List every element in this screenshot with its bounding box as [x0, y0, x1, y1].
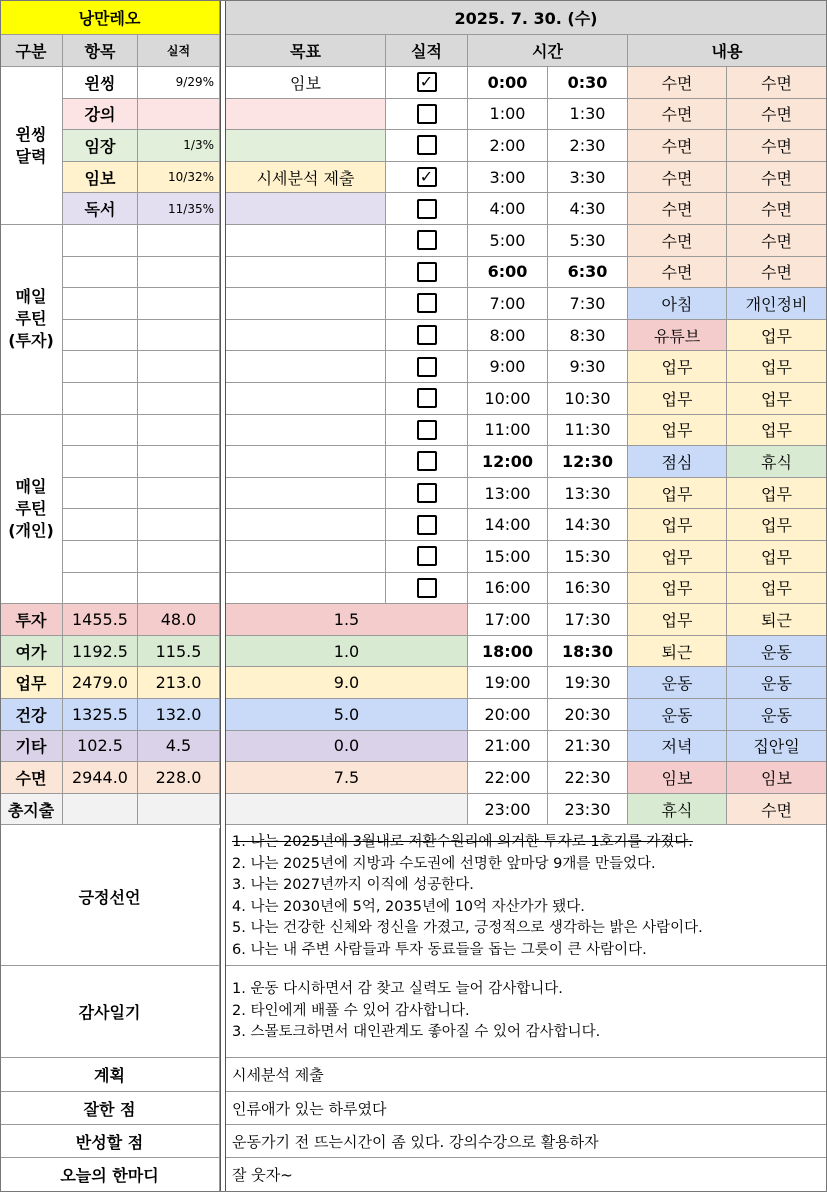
goal-cell — [226, 351, 386, 383]
checkbox-cell[interactable] — [386, 415, 468, 447]
activity-second-half: 집안일 — [727, 731, 827, 763]
summary-total: 102.5 — [63, 731, 138, 763]
gratitude-label: 감사일기 — [0, 966, 220, 1058]
activity-second-half: 개인정비 — [727, 288, 827, 320]
time-start: 6:00 — [468, 257, 548, 289]
activity-first-half: 수면 — [628, 162, 727, 194]
activity-first-half: 수면 — [628, 193, 727, 225]
activity-second-half: 업무 — [727, 415, 827, 447]
activity-first-half: 업무 — [628, 604, 727, 636]
result-cell — [138, 257, 220, 289]
goal-cell — [226, 446, 386, 478]
checkbox[interactable] — [417, 357, 437, 377]
activity-second-half: 수면 — [727, 193, 827, 225]
item-cell — [63, 478, 138, 510]
activity-first-half: 퇴근 — [628, 636, 727, 668]
checkbox[interactable] — [417, 104, 437, 124]
time-start: 7:00 — [468, 288, 548, 320]
gratitude-line: 3. 스몰토크하면서 대인관계도 좋아질 수 있어 감사합니다. — [232, 1024, 601, 1041]
goal-cell: 시세분석 제출 — [226, 162, 386, 194]
activity-first-half: 점심 — [628, 446, 727, 478]
summary-total — [63, 794, 138, 826]
time-start: 19:00 — [468, 667, 548, 699]
result-cell — [138, 541, 220, 573]
col-goal-header: 목표 — [226, 35, 386, 67]
activity-second-half: 임보 — [727, 762, 827, 794]
goal-cell — [226, 509, 386, 541]
time-end: 16:30 — [548, 573, 628, 605]
checkbox-cell[interactable] — [386, 509, 468, 541]
time-start: 21:00 — [468, 731, 548, 763]
affirmation-line: 2. 나는 2025년에 지방과 수도권에 선명한 앞마당 9개를 만들었다. — [232, 855, 656, 872]
checkbox-cell[interactable] — [386, 67, 468, 99]
goal-cell — [226, 573, 386, 605]
goal-cell — [226, 99, 386, 131]
time-start: 23:00 — [468, 794, 548, 826]
result-cell — [138, 509, 220, 541]
time-start: 18:00 — [468, 636, 548, 668]
time-end: 3:30 — [548, 162, 628, 194]
checkbox[interactable] — [417, 230, 437, 250]
col-done-header: 실적 — [386, 35, 468, 67]
activity-second-half: 업무 — [727, 351, 827, 383]
checkbox[interactable] — [417, 578, 437, 598]
result-cell — [138, 446, 220, 478]
summary-result: 213.0 — [138, 667, 220, 699]
time-end: 19:30 — [548, 667, 628, 699]
activity-second-half: 수면 — [727, 794, 827, 826]
checkbox-checked[interactable]: ✓ — [417, 167, 437, 187]
footer-value: 시세분석 제출 — [226, 1058, 827, 1092]
result-cell — [138, 573, 220, 605]
activity-first-half: 수면 — [628, 225, 727, 257]
time-end: 7:30 — [548, 288, 628, 320]
item-cell: 임보 — [63, 162, 138, 194]
time-end: 10:30 — [548, 383, 628, 415]
summary-result: 115.5 — [138, 636, 220, 668]
time-end: 14:30 — [548, 509, 628, 541]
time-end: 4:30 — [548, 193, 628, 225]
checkbox-cell[interactable] — [386, 288, 468, 320]
checkbox[interactable] — [417, 199, 437, 219]
result-cell — [138, 288, 220, 320]
time-start: 15:00 — [468, 541, 548, 573]
summary-label: 업무 — [0, 667, 63, 699]
affirmation-line: 3. 나는 2027년까지 이직에 성공한다. — [232, 877, 474, 893]
result-cell: 1/3% — [138, 130, 220, 162]
activity-second-half: 수면 — [727, 257, 827, 289]
checkbox[interactable] — [417, 546, 437, 566]
item-cell — [63, 257, 138, 289]
activity-second-half: 수면 — [727, 99, 827, 131]
activity-second-half: 업무 — [727, 383, 827, 415]
section-routine-invest: 매일 루틴 (투자) — [0, 225, 63, 415]
activity-first-half: 수면 — [628, 67, 727, 99]
time-end: 0:30 — [548, 67, 628, 99]
affirmation-line: 5. 나는 건강한 신체와 정신을 가졌고, 긍정적으로 생각하는 밝은 사람이다. — [232, 920, 703, 936]
summary-result: 228.0 — [138, 762, 220, 794]
time-start: 3:00 — [468, 162, 548, 194]
summary-label: 투자 — [0, 604, 63, 636]
result-cell: 10/32% — [138, 162, 220, 194]
item-cell — [63, 225, 138, 257]
checkbox-cell[interactable] — [386, 162, 468, 194]
summary-goal — [226, 794, 468, 826]
activity-second-half: 수면 — [727, 225, 827, 257]
col-result-header: 실적 — [138, 35, 220, 67]
time-start: 10:00 — [468, 383, 548, 415]
checkbox-cell[interactable] — [386, 541, 468, 573]
summary-label: 건강 — [0, 699, 63, 731]
goal-cell: 임보 — [226, 67, 386, 99]
summary-label: 기타 — [0, 731, 63, 763]
activity-first-half: 운동 — [628, 667, 727, 699]
result-cell — [138, 351, 220, 383]
time-start: 2:00 — [468, 130, 548, 162]
item-cell — [63, 446, 138, 478]
col-time-header: 시간 — [468, 35, 628, 67]
affirmation-line: 6. 나는 내 주변 사람들과 투자 동료들을 돕는 그릇이 큰 사람이다. — [232, 941, 647, 958]
activity-second-half: 퇴근 — [727, 604, 827, 636]
time-end: 15:30 — [548, 541, 628, 573]
time-end: 11:30 — [548, 415, 628, 447]
activity-first-half: 업무 — [628, 478, 727, 510]
result-cell — [138, 225, 220, 257]
checkbox-cell[interactable] — [386, 225, 468, 257]
section-winning-calendar: 윈씽 달력 — [0, 67, 63, 225]
time-end: 18:30 — [548, 636, 628, 668]
summary-label: 여가 — [0, 636, 63, 668]
activity-first-half: 수면 — [628, 130, 727, 162]
time-start: 14:00 — [468, 509, 548, 541]
summary-total: 2479.0 — [63, 667, 138, 699]
checkbox-cell[interactable] — [386, 257, 468, 289]
time-end: 20:30 — [548, 699, 628, 731]
gratitude-list — [226, 966, 827, 1058]
activity-second-half: 운동 — [727, 636, 827, 668]
result-cell — [138, 320, 220, 352]
item-cell: 강의 — [63, 99, 138, 131]
activity-second-half: 수면 — [727, 130, 827, 162]
time-end: 23:30 — [548, 794, 628, 826]
activity-second-half: 업무 — [727, 478, 827, 510]
col-content-header: 내용 — [628, 35, 827, 67]
time-start: 13:00 — [468, 478, 548, 510]
time-end: 2:30 — [548, 130, 628, 162]
section-routine-personal: 매일 루틴 (개인) — [0, 415, 63, 605]
checkbox-cell[interactable] — [386, 320, 468, 352]
time-end: 22:30 — [548, 762, 628, 794]
activity-first-half: 유튜브 — [628, 320, 727, 352]
footer-value: 잘 웃자~ — [226, 1158, 827, 1192]
time-start: 4:00 — [468, 193, 548, 225]
time-start: 12:00 — [468, 446, 548, 478]
result-cell — [138, 99, 220, 131]
checkbox[interactable] — [417, 135, 437, 155]
col-item-header: 항목 — [63, 35, 138, 67]
activity-first-half: 휴식 — [628, 794, 727, 826]
checkbox[interactable] — [417, 451, 437, 471]
gratitude-line: 1. 운동 다시하면서 감 찾고 실력도 늘어 감사합니다. — [232, 981, 563, 998]
footer-label: 잘한 점 — [0, 1092, 220, 1125]
item-cell — [63, 415, 138, 447]
checkbox[interactable] — [417, 262, 437, 282]
checkbox-cell[interactable] — [386, 383, 468, 415]
goal-cell — [226, 415, 386, 447]
footer-value: 인류애가 있는 하루였다 — [226, 1092, 827, 1125]
time-start: 17:00 — [468, 604, 548, 636]
time-end: 5:30 — [548, 225, 628, 257]
time-start: 1:00 — [468, 99, 548, 131]
checkbox[interactable] — [417, 293, 437, 313]
item-cell — [63, 509, 138, 541]
nickname-title: 낭만레오 — [0, 0, 220, 35]
item-cell — [63, 320, 138, 352]
item-cell — [63, 383, 138, 415]
goal-cell — [226, 541, 386, 573]
time-end: 17:30 — [548, 604, 628, 636]
activity-first-half: 업무 — [628, 509, 727, 541]
time-end: 13:30 — [548, 478, 628, 510]
item-cell: 독서 — [63, 193, 138, 225]
time-start: 16:00 — [468, 573, 548, 605]
summary-goal: 9.0 — [226, 667, 468, 699]
time-start: 22:00 — [468, 762, 548, 794]
time-start: 20:00 — [468, 699, 548, 731]
affirmations-label: 긍정선언 — [0, 828, 220, 966]
activity-first-half: 수면 — [628, 99, 727, 131]
summary-goal: 1.5 — [226, 604, 468, 636]
goal-cell — [226, 478, 386, 510]
summary-label: 수면 — [0, 762, 63, 794]
item-cell — [63, 288, 138, 320]
result-cell: 11/35% — [138, 193, 220, 225]
goal-cell — [226, 225, 386, 257]
footer-label: 오늘의 한마디 — [0, 1158, 220, 1192]
gratitude-line: 2. 타인에게 배풀 수 있어 감사합니다. — [232, 1002, 470, 1019]
summary-result: 48.0 — [138, 604, 220, 636]
result-cell — [138, 415, 220, 447]
checkbox-cell[interactable] — [386, 573, 468, 605]
time-end: 21:30 — [548, 731, 628, 763]
activity-second-half: 업무 — [727, 509, 827, 541]
item-cell — [63, 541, 138, 573]
time-start: 8:00 — [468, 320, 548, 352]
checkbox-cell[interactable] — [386, 193, 468, 225]
checkbox-cell[interactable] — [386, 446, 468, 478]
activity-second-half: 휴식 — [727, 446, 827, 478]
summary-result: 4.5 — [138, 731, 220, 763]
summary-total: 1325.5 — [63, 699, 138, 731]
summary-goal: 5.0 — [226, 699, 468, 731]
activity-second-half: 운동 — [727, 699, 827, 731]
goal-cell — [226, 320, 386, 352]
summary-total: 2944.0 — [63, 762, 138, 794]
activity-first-half: 임보 — [628, 762, 727, 794]
summary-total: 1192.5 — [63, 636, 138, 668]
activity-first-half: 저녁 — [628, 731, 727, 763]
summary-total: 1455.5 — [63, 604, 138, 636]
activity-second-half: 수면 — [727, 162, 827, 194]
summary-goal: 0.0 — [226, 731, 468, 763]
time-end: 6:30 — [548, 257, 628, 289]
summary-label: 총지출 — [0, 794, 63, 826]
activity-second-half: 수면 — [727, 67, 827, 99]
result-cell — [138, 383, 220, 415]
summary-goal: 1.0 — [226, 636, 468, 668]
time-start: 11:00 — [468, 415, 548, 447]
column-divider — [220, 0, 226, 1192]
checkbox[interactable] — [417, 420, 437, 440]
checkbox-cell[interactable] — [386, 478, 468, 510]
goal-cell — [226, 193, 386, 225]
time-start: 0:00 — [468, 67, 548, 99]
item-cell — [63, 351, 138, 383]
goal-cell — [226, 288, 386, 320]
result-cell — [138, 478, 220, 510]
goal-cell — [226, 257, 386, 289]
checkbox[interactable] — [417, 515, 437, 535]
activity-first-half: 업무 — [628, 573, 727, 605]
goal-cell — [226, 383, 386, 415]
time-end: 8:30 — [548, 320, 628, 352]
checkbox-cell[interactable] — [386, 130, 468, 162]
activity-first-half: 업무 — [628, 383, 727, 415]
summary-goal: 7.5 — [226, 762, 468, 794]
activity-second-half: 업무 — [727, 573, 827, 605]
affirmations-list — [226, 828, 827, 966]
time-end: 9:30 — [548, 351, 628, 383]
footer-label: 반성할 점 — [0, 1125, 220, 1158]
footer-label: 계획 — [0, 1058, 220, 1092]
affirmation-line: 1. 나는 2025년에 3월내로 저환수원리에 의거한 투자로 1호기를 가졌다. — [232, 834, 693, 850]
activity-first-half: 수면 — [628, 257, 727, 289]
time-end: 12:30 — [548, 446, 628, 478]
time-start: 5:00 — [468, 225, 548, 257]
summary-result: 132.0 — [138, 699, 220, 731]
activity-second-half: 업무 — [727, 541, 827, 573]
activity-first-half: 운동 — [628, 699, 727, 731]
time-end: 1:30 — [548, 99, 628, 131]
checkbox[interactable] — [417, 325, 437, 345]
item-cell: 임장 — [63, 130, 138, 162]
activity-first-half: 업무 — [628, 351, 727, 383]
goal-cell — [226, 130, 386, 162]
checkbox-cell[interactable] — [386, 351, 468, 383]
checkbox-checked[interactable]: ✓ — [417, 72, 437, 92]
checkbox[interactable] — [417, 388, 437, 408]
activity-second-half: 업무 — [727, 320, 827, 352]
col-category-header: 구분 — [0, 35, 63, 67]
affirmation-line: 4. 나는 2030년에 5억, 2035년에 10억 자산가가 됐다. — [232, 898, 585, 915]
item-cell — [63, 573, 138, 605]
footer-value: 운동가기 전 뜨는시간이 좀 있다. 강의수강으로 활용하자 — [226, 1125, 827, 1158]
item-cell: 윈씽 — [63, 67, 138, 99]
activity-second-half: 운동 — [727, 667, 827, 699]
result-cell: 9/29% — [138, 67, 220, 99]
time-start: 9:00 — [468, 351, 548, 383]
checkbox[interactable] — [417, 483, 437, 503]
activity-first-half: 업무 — [628, 541, 727, 573]
checkbox-cell[interactable] — [386, 99, 468, 131]
summary-result — [138, 794, 220, 826]
activity-first-half: 업무 — [628, 415, 727, 447]
activity-first-half: 아침 — [628, 288, 727, 320]
date-title: 2025. 7. 30. (수) — [226, 0, 827, 35]
